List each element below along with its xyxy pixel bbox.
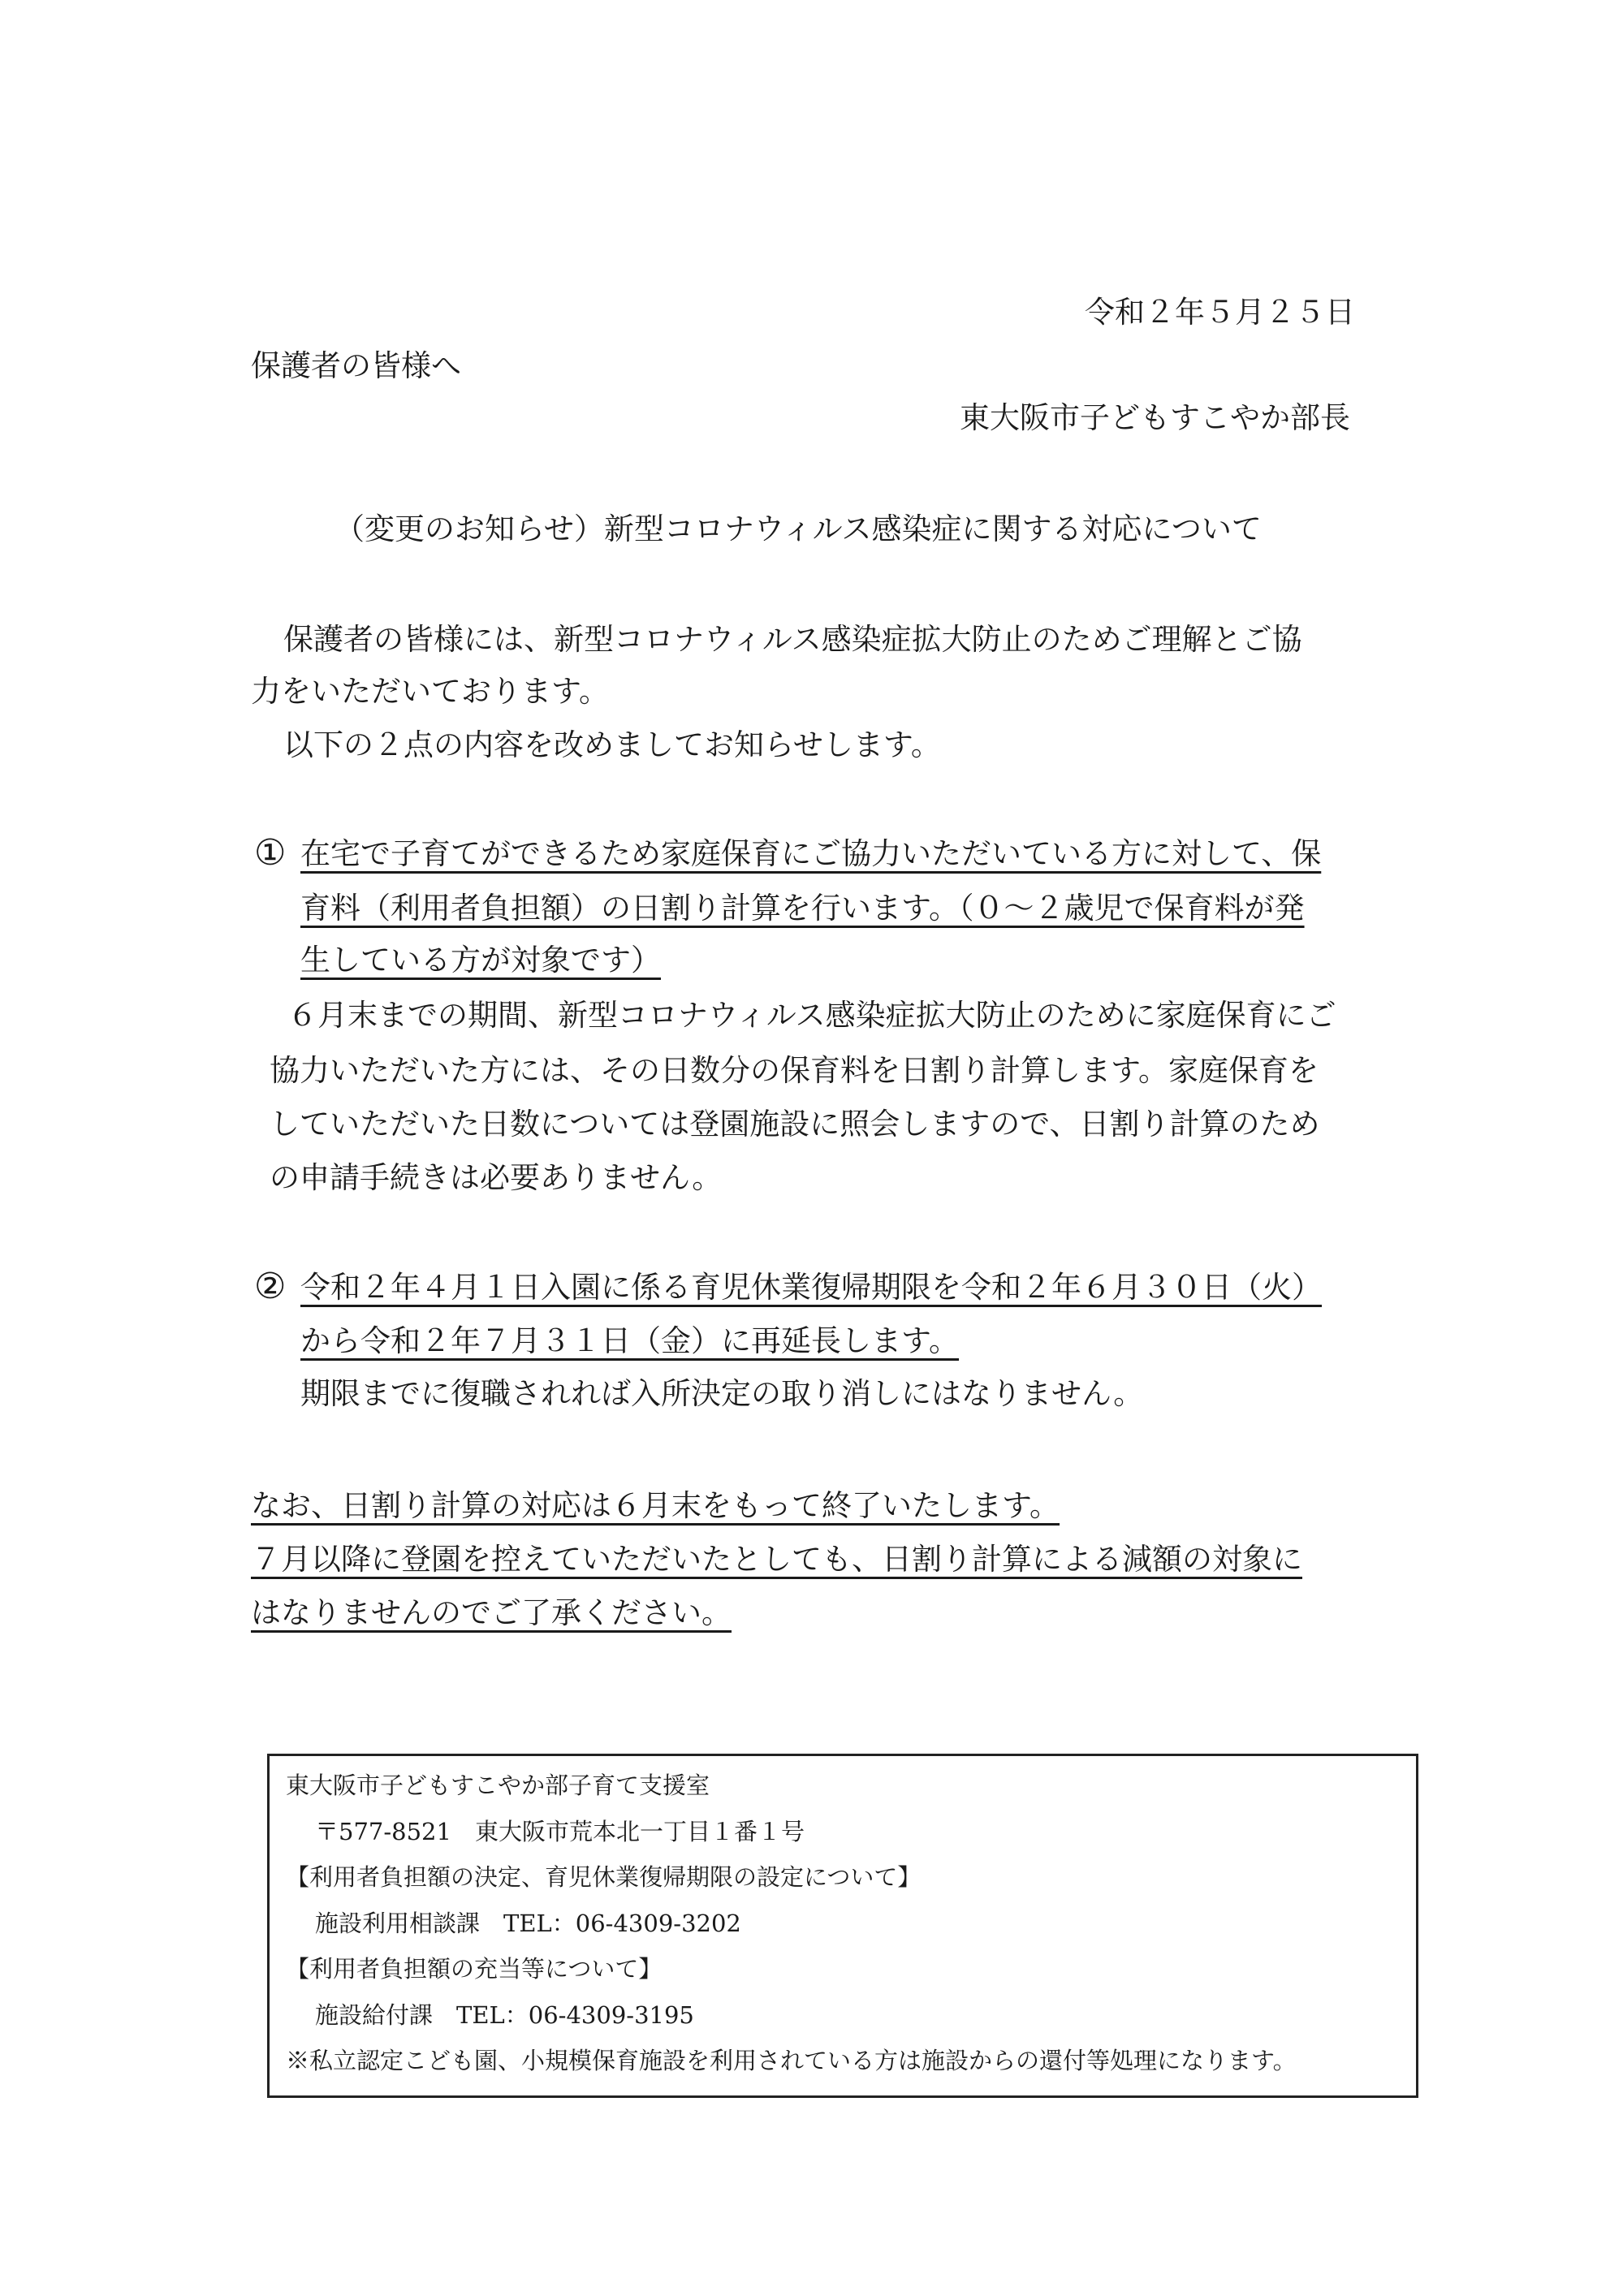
item-1-body-line: 協力いただいた方には、その日数分の保育料を日割り計算します。家庭保育を: [270, 1053, 1319, 1088]
note-line: はなりませんのでご了承ください。: [251, 1595, 732, 1630]
letter-title: （変更のお知らせ）新型コロナウィルス感染症に関する対応について: [335, 511, 1262, 546]
intro-line: 保護者の皆様には、新型コロナウィルス感染症拡大防止のためご理解とご協: [283, 622, 1302, 657]
contact-office: 東大阪市子どもすこやか部子育て支援室: [286, 1772, 710, 1799]
contact-phone: 施設給付課 TEL：06-4309-3195: [315, 2001, 694, 2029]
contact-section-heading: 【利用者負担額の充当等について】: [286, 1955, 663, 1983]
item-2-heading-line: 令和２年４月１日入園に係る育児休業復帰期限を令和２年６月３０日（火）: [300, 1270, 1322, 1305]
item-1-body-line: していただいた日数については登園施設に照会しますので、日割り計算のため: [270, 1107, 1320, 1142]
sender: 東大阪市子どもすこやか部長: [960, 400, 1350, 435]
item-1-marker: ①: [254, 832, 287, 874]
contact-address: 〒577-8521 東大阪市荒本北一丁目１番１号: [315, 1818, 805, 1845]
intro-line: 以下の２点の内容を改めましてお知らせします。: [283, 727, 941, 762]
contact-box: [267, 1754, 1418, 2098]
item-1-body-line: の申請手続きは必要ありません。: [270, 1160, 723, 1195]
item-1-heading-line: 生している方が対象です）: [300, 943, 661, 978]
item-2-heading-line: から令和２年７月３１日（金）に再延長します。: [300, 1323, 960, 1358]
note-line: ７月以降に登園を控えていただいたとしても、日割り計算による減額の対象に: [251, 1542, 1302, 1577]
item-1-heading-line: 在宅で子育てができるため家庭保育にご協力いただいている方に対して、保: [300, 836, 1322, 871]
item-1-heading-line: 育料（利用者負担額）の日割り計算を行います。（０～２歳児で保育料が発: [300, 891, 1305, 926]
addressee: 保護者の皆様へ: [251, 348, 461, 383]
intro-line: 力をいただいております。: [251, 674, 610, 709]
item-1-body-line: ６月末までの期間、新型コロナウィルス感染症拡大防止のために家庭保育にご: [287, 998, 1336, 1033]
note-line: なお、日割り計算の対応は６月末をもって終了いたします。: [251, 1488, 1060, 1523]
contact-phone: 施設利用相談課 TEL：06-4309-3202: [315, 1910, 741, 1937]
letter-date: 令和２年５月２５日: [1085, 295, 1355, 330]
contact-section-heading: 【利用者負担額の決定、育児休業復帰期限の設定について】: [286, 1863, 922, 1891]
item-2-body-line: 期限までに復職されれば入所決定の取り消しにはなりません。: [300, 1376, 1144, 1411]
contact-footnote: ※私立認定こども園、小規模保育施設を利用されている方は施設からの還付等処理になります。: [286, 2047, 1297, 2074]
item-2-marker: ②: [254, 1266, 287, 1307]
